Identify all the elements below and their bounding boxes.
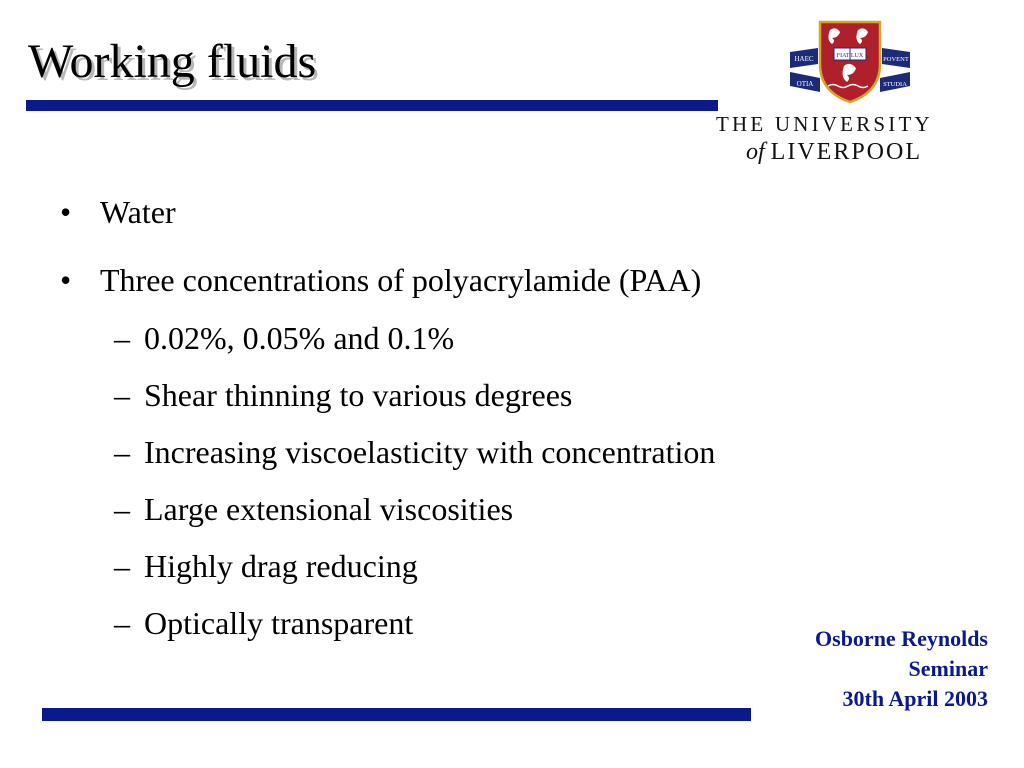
sub-bullet-text: Optically transparent xyxy=(144,605,414,641)
sub-bullet-text: Highly drag reducing xyxy=(144,548,418,584)
slide-title: Working fluids xyxy=(28,35,317,88)
footer-line-seminar-name: Osborne Reynolds xyxy=(815,626,988,651)
university-name-line1: THE UNIVERSITY xyxy=(716,112,933,136)
footer-seminar-info xyxy=(815,624,988,714)
bullet-marker: • xyxy=(60,262,72,298)
sub-bullet-marker: – xyxy=(114,434,130,470)
sub-bullet-text: 0.02%, 0.05% and 0.1% xyxy=(144,320,455,356)
sub-bullet-marker: – xyxy=(114,548,130,584)
sub-bullet-marker: – xyxy=(114,491,130,527)
university-name-liverpool: LIVERPOOL xyxy=(770,139,922,165)
crest-text-povent: POVENT xyxy=(883,56,909,63)
bullet-text: Three concentrations of polyacrylamide (PAA) xyxy=(100,262,702,298)
university-name-of: of xyxy=(746,139,765,165)
sub-bullet-marker: – xyxy=(114,605,130,641)
crest-text-studia: STUDIA xyxy=(883,81,907,88)
crest-text-fiat-lux: FIAT LUX xyxy=(836,53,864,59)
footer-bar xyxy=(42,708,751,721)
crest-text-haec: HAEC xyxy=(794,55,814,63)
sub-bullet-text: Large extensional viscosities xyxy=(144,491,514,527)
footer-line-date: 30th April 2003 xyxy=(842,686,988,711)
bullet-text: Water xyxy=(100,194,176,230)
sub-bullet-text: Increasing viscoelasticity with concentration xyxy=(144,434,716,470)
bullet-marker: • xyxy=(60,194,72,230)
sub-bullet-text: Shear thinning to various degrees xyxy=(144,377,573,413)
sub-bullet-marker: – xyxy=(114,377,130,413)
sub-bullet-marker: – xyxy=(114,320,130,356)
crest-text-otia: OTIA xyxy=(796,80,814,88)
footer-line-seminar: Seminar xyxy=(908,656,988,681)
